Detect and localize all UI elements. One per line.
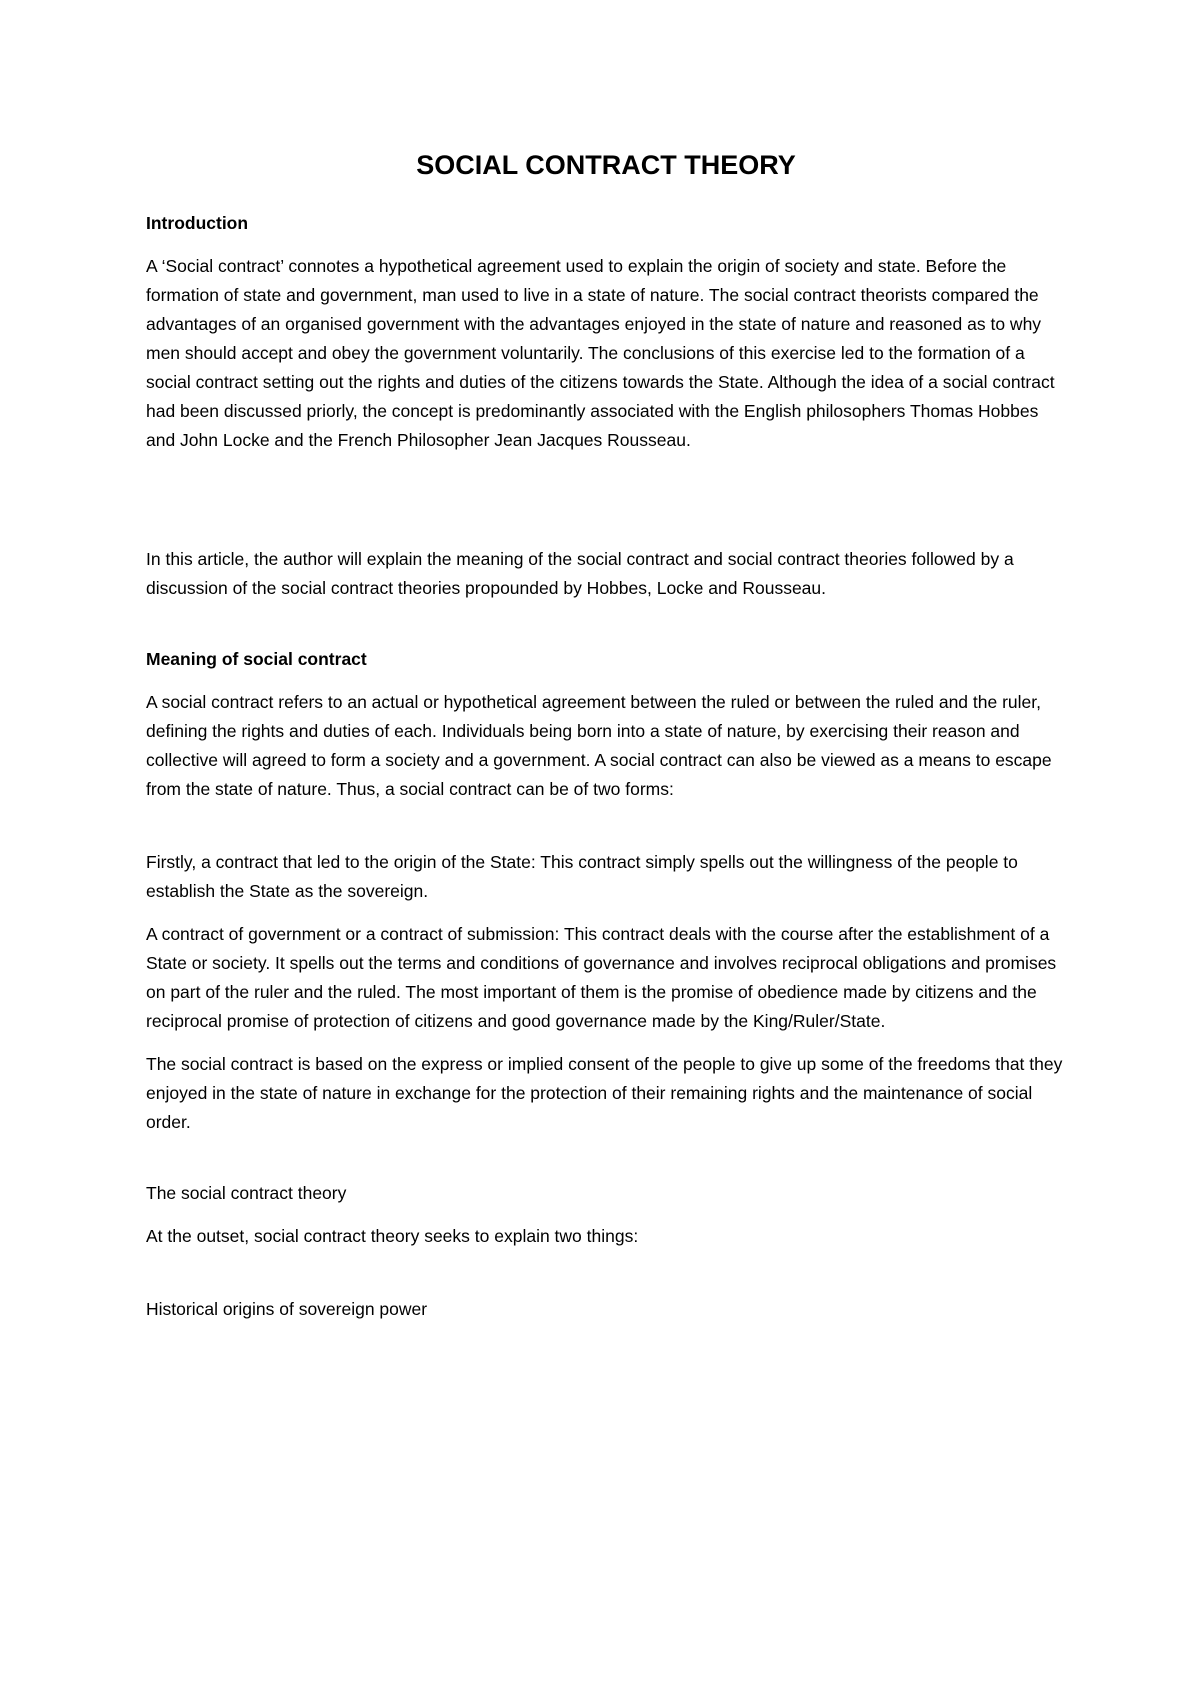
article-overview-paragraph: In this article, the author will explain the meaning of the social contract and social contract theories followed by a discussion of the social contract theories propounded by Hobbes, Locke and Rousseau. <box>146 549 1014 598</box>
meaning-paragraph: A social contract refers to an actual or hypothetical agreement between the ruled or between the ruled and the ruler, defining the rights and duties of each. Individuals being born into a state of nature, by exercising their reason and collective will agreed to form a society and a government. A social contract can also be viewed as a means to escape from the state of nature. Thus, a social contract can be of two forms: <box>146 692 1052 799</box>
document-content <box>146 150 1066 1338</box>
document-title: SOCIAL CONTRACT THEORY <box>416 150 796 180</box>
meaning-heading: Meaning of social contract <box>146 649 367 669</box>
theory-paragraph: At the outset, social contract theory seeks to explain two things: <box>146 1226 639 1246</box>
consent-paragraph: The social contract is based on the express or implied consent of the people to give up some of the freedoms that they enjoyed in the state of nature in exchange for the protection of their remaining rights and the maintenance of social order. <box>146 1054 1063 1132</box>
theory-item-historical-origins: Historical origins of sovereign power <box>146 1299 428 1319</box>
contract-form-second: A contract of government or a contract of submission: This contract deals with the course after the establishment of a State or society. It spells out the terms and conditions of governance and involves reciprocal obligations and promises on part of the ruler and the ruled. The most important of them is the promise of obedience made by citizens and the reciprocal promise of protection of citizens and good governance made by the King/Ruler/State. <box>146 924 1057 1031</box>
theory-heading: The social contract theory <box>146 1183 347 1203</box>
contract-form-first: Firstly, a contract that led to the origin of the State: This contract simply spells out the willingness of the people to establish the State as the sovereign. <box>146 852 1018 901</box>
introduction-heading: Introduction <box>146 213 249 233</box>
introduction-paragraph: A ‘Social contract’ connotes a hypothetical agreement used to explain the origin of society and state. Before the formation of state and government, man used to live in a state of nature. The social contract theorists compared the advantages of an organised government with the advantages enjoyed in the state of nature and reasoned as to why men should accept and obey the government voluntarily. The conclusions of this exercise led to the formation of a social contract setting out the rights and duties of the citizens towards the State. Although the idea of a social contract had been discussed priorly, the concept is predominantly associated with the English philosophers Thomas Hobbes and John Locke and the French Philosopher Jean Jacques Rousseau. <box>146 256 1055 450</box>
